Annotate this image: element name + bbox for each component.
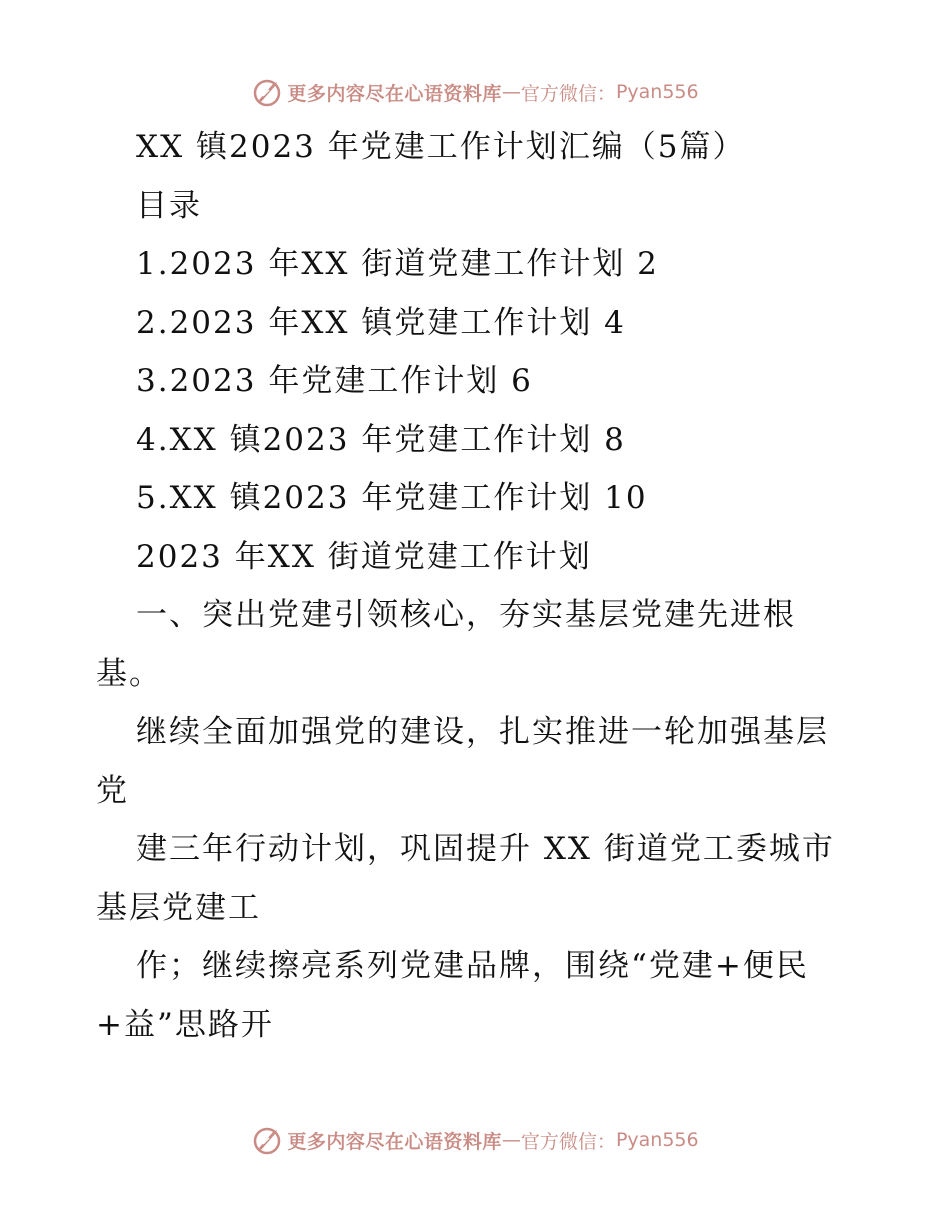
quill-logo-icon	[251, 76, 283, 108]
body-line: 建三年行动计划，巩固提升 XX 街道党工委城市	[136, 831, 835, 867]
footer-watermark-banner	[0, 1118, 950, 1162]
watermark-dash: —	[501, 1129, 521, 1151]
watermark-contact-id: Pyan556	[615, 1129, 699, 1151]
document-title: XX 镇2023 年党建工作计划汇编（5篇）	[136, 129, 746, 165]
body-line: 作；继续擦亮系列党建品牌，围绕“党建+便民	[136, 948, 809, 984]
body-line: 继续全面加强党的建设，扎实推进一轮加强基层	[136, 714, 829, 750]
section-title: 2023 年XX 街道党建工作计划	[136, 538, 592, 575]
toc-item: 4.XX 镇2023 年党建工作计划 8	[136, 421, 626, 458]
header-watermark-banner	[0, 70, 950, 114]
watermark-contact-label: 官方微信：	[520, 1130, 616, 1153]
toc-heading: 目录	[136, 187, 202, 224]
watermark-contact-id: Pyan556	[615, 81, 699, 103]
body-line: +益”思路开	[96, 1006, 274, 1043]
watermark-slogan: 更多内容尽在心语资料库	[287, 82, 502, 105]
watermark-dash: —	[501, 81, 521, 103]
toc-item: 1.2023 年XX 街道党建工作计划 2	[136, 246, 659, 282]
document-body	[96, 118, 856, 1054]
toc-item: 2.2023 年XX 镇党建工作计划 4	[136, 304, 626, 341]
body-line: 基。	[96, 655, 162, 692]
watermark-contact-label: 官方微信：	[520, 82, 616, 105]
watermark-slogan: 更多内容尽在心语资料库	[287, 1130, 502, 1153]
body-line: 一、突出党建引领核心，夯实基层党建先进根	[136, 597, 796, 633]
toc-item: 5.XX 镇2023 年党建工作计划 10	[136, 480, 648, 516]
body-line: 基层党建工	[96, 889, 261, 926]
toc-item: 3.2023 年党建工作计划 6	[136, 363, 533, 399]
quill-logo-icon	[251, 1124, 283, 1156]
body-line: 党	[96, 772, 129, 809]
